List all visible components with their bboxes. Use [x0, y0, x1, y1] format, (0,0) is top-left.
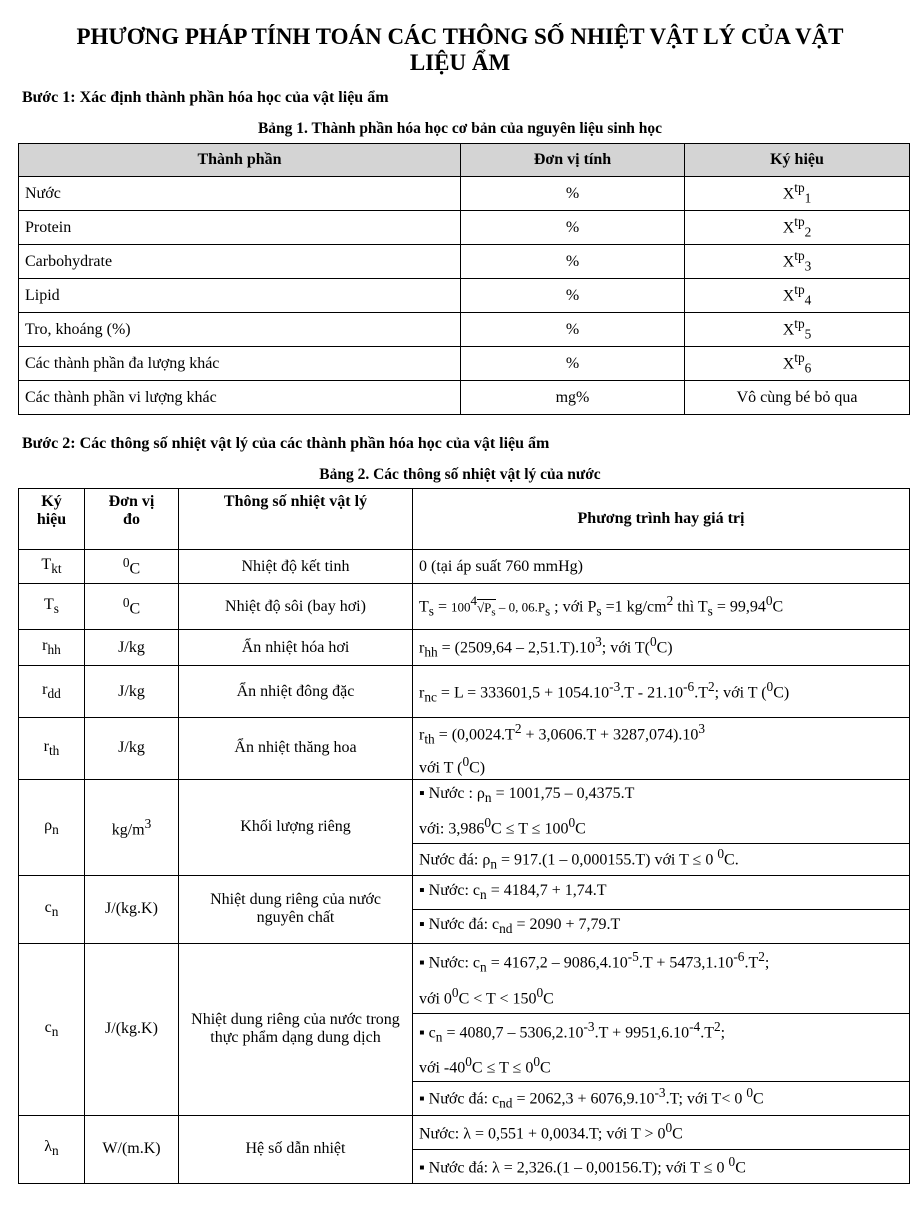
composition-table	[18, 143, 910, 415]
table-row	[19, 779, 910, 843]
equation-cell: ▪ Nước đá: λ = 2,326.(1 – 0,00156.T); với T ≤ 0 $^0$C	[413, 1149, 910, 1183]
header-symbol: Ký hiệu	[19, 489, 85, 550]
unit-cell: $^0$C	[85, 550, 179, 584]
component-cell: Protein	[19, 211, 461, 245]
table-row	[19, 1115, 910, 1149]
unit-cell: %	[461, 279, 685, 313]
table-row	[19, 177, 910, 211]
unit-cell: %	[461, 313, 685, 347]
table-2-caption: Bảng 2. Các thông số nhiệt vật lý của nước	[319, 466, 601, 483]
component-cell: Nước	[19, 177, 461, 211]
table-row	[19, 875, 910, 909]
table-row	[19, 245, 910, 279]
symbol-cell: $X^{tp}_4$	[685, 279, 910, 313]
table-row	[19, 347, 910, 381]
header-symbol: Ký hiệu	[685, 144, 910, 177]
equation-cell: $r_{hh} = (2509,64 - 2,51.T).10^3$; với T($^0$C)	[413, 630, 910, 666]
table-header-row	[19, 144, 910, 177]
unit-cell: J/(kg.K)	[85, 943, 179, 1115]
table-row	[19, 718, 910, 780]
symbol-cell: $T_{kt}$	[19, 550, 85, 584]
symbol-cell: $X^{tp}_2$	[685, 211, 910, 245]
step-2-heading: Bước 2: Các thông số nhiệt vật lý của các thành phần hóa học của vật liệu ẩm	[22, 435, 550, 452]
table-row	[19, 313, 910, 347]
equation-cell: ▪ Nước đá: $c_{nd} = 2090 + 7,79.T$	[413, 909, 910, 943]
parameter-cell: Nhiệt độ kết tinh	[179, 550, 413, 584]
unit-cell: J/kg	[85, 666, 179, 718]
unit-cell: mg%	[461, 381, 685, 415]
component-cell: Các thành phần vi lượng khác	[19, 381, 461, 415]
symbol-cell: $c_n$	[19, 875, 85, 943]
equation-cell: Nước đá: $\rho_n = 917.(1 - 0,000155.T)$ với T ≤ 0 $^0$C.	[413, 843, 910, 875]
table-row	[19, 381, 910, 415]
parameter-cell: Ẩn nhiệt hóa hơi	[179, 630, 413, 666]
unit-cell: %	[461, 245, 685, 279]
component-cell: Tro, khoáng (%)	[19, 313, 461, 347]
symbol-cell: $\rho_n$	[19, 779, 85, 875]
equation-cell: $r_{th} = (0,0024.T^2 + 3,0606.T + 3287,074).10^3$ với T ($^0$C)	[413, 718, 910, 780]
parameter-cell: Hệ số dẫn nhiệt	[179, 1115, 413, 1183]
symbol-cell: $r_{th}$	[19, 718, 85, 780]
header-component: Thành phần	[19, 144, 461, 177]
equation-cell: ▪ $c_n = 4080,7 - 5306,2.10^{-3}.T + 9951,6.10^{-4}.T^2$; với $-40^0C \le T \le 0^0C$	[413, 1013, 910, 1081]
symbol-cell: $\lambda_n$	[19, 1115, 85, 1183]
unit-cell: J/kg	[85, 630, 179, 666]
unit-cell: J/kg	[85, 718, 179, 780]
table-1-caption: Bảng 1. Thành phần hóa học cơ bản của nguyên liệu sinh học	[257, 120, 663, 137]
equation-cell: ▪ Nước đá: $c_{nd} = 2062,3 + 6076,9.10^{-3}.T$; với T< 0 $^0$C	[413, 1081, 910, 1115]
header-equation: Phương trình hay giá trị	[413, 489, 910, 550]
component-cell: Lipid	[19, 279, 461, 313]
header-unit: Đơn vị tính	[461, 144, 685, 177]
equation-cell: ▪ Nước : $\rho_n = 1001,75 - 0,4375.T$ với: $3,986^0C \le T \le 100^0C$	[413, 779, 910, 843]
symbol-cell: $X^{tp}_5$	[685, 313, 910, 347]
symbol-cell: Vô cùng bé bỏ qua	[685, 381, 910, 415]
parameter-cell: Khối lượng riêng	[179, 779, 413, 875]
parameter-cell: Ẩn nhiệt thăng hoa	[179, 718, 413, 780]
table-row	[19, 211, 910, 245]
symbol-cell: $X^{tp}_1$	[685, 177, 910, 211]
table-row	[19, 943, 910, 1013]
unit-cell: %	[461, 347, 685, 381]
table-row	[19, 630, 910, 666]
water-properties-table	[18, 488, 910, 1184]
table-header-row	[19, 489, 910, 550]
unit-cell: $kg/m^3$	[85, 779, 179, 875]
equation-cell: 0 (tại áp suất 760 mmHg)	[413, 550, 910, 584]
symbol-cell: $T_s$	[19, 584, 85, 630]
parameter-cell: Ẩn nhiệt đông đặc	[179, 666, 413, 718]
table-row	[19, 666, 910, 718]
component-cell: Các thành phần đa lượng khác	[19, 347, 461, 381]
header-unit: Đơn vị đo	[85, 489, 179, 550]
header-parameter: Thông số nhiệt vật lý	[179, 489, 413, 550]
equation-cell: $T_s = 100^4√P_s - 0$, $06.P_s$ ; với $P_s =1$ $kg/cm^2$ thì $T_s = 99,94^0C$	[413, 584, 910, 630]
unit-cell: W/(m.K)	[85, 1115, 179, 1183]
symbol-cell: $X^{tp}_3$	[685, 245, 910, 279]
equation-cell: Nước: λ = 0,551 + 0,0034.T; với $T > 0^0C$	[413, 1115, 910, 1149]
table-row	[19, 584, 910, 630]
symbol-cell: $r_{dd}$	[19, 666, 85, 718]
parameter-cell: Nhiệt độ sôi (bay hơi)	[179, 584, 413, 630]
parameter-cell: Nhiệt dung riêng của nước trong thực phẩm dạng dung dịch	[179, 943, 413, 1115]
equation-cell: $r_{nc} = L = 333601,5 + 1054.10^{-3}.T - 21.10^{-6}.T^2$; với T ($^0$C)	[413, 666, 910, 718]
unit-cell: J/(kg.K)	[85, 875, 179, 943]
equation-cell: ▪ Nước: $c_n = 4167,2 - 9086,4.10^{-5}.T + 5473,1.10^{-6}.T^2$; với $0^0C < T < 150^0C$	[413, 943, 910, 1013]
page-title: PHƯƠNG PHÁP TÍNH TOÁN CÁC THÔNG SỐ NHIỆT VẬT LÝ CỦA VẬT LIỆU ẨM	[76, 24, 844, 75]
step-1-heading: Bước 1: Xác định thành phần hóa học của vật liệu ẩm	[22, 89, 389, 106]
symbol-cell: $X^{tp}_6$	[685, 347, 910, 381]
unit-cell: %	[461, 177, 685, 211]
unit-cell: $^0$C	[85, 584, 179, 630]
component-cell: Carbohydrate	[19, 245, 461, 279]
equation-cell: ▪ Nước: $c_n = 4184,7 + 1,74.T$	[413, 875, 910, 909]
table-row	[19, 550, 910, 584]
table-row	[19, 279, 910, 313]
symbol-cell: $c_n$	[19, 943, 85, 1115]
unit-cell: %	[461, 211, 685, 245]
symbol-cell: $r_{hh}$	[19, 630, 85, 666]
parameter-cell: Nhiệt dung riêng của nước nguyên chất	[179, 875, 413, 943]
